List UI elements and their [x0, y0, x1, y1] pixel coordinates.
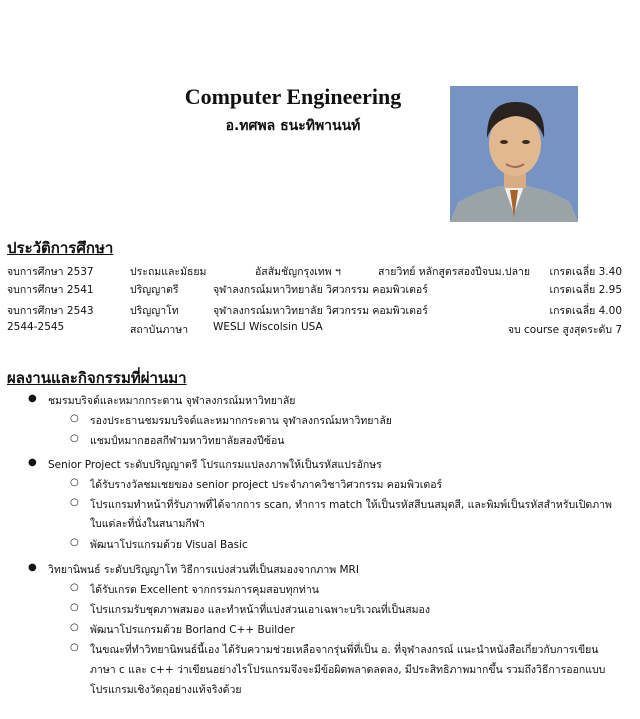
- sub-list-item: ได้รับรางวัลชมเชยของ senior project ประจำภาควิชาวิศวกรรม คอมพิวเตอร์: [90, 479, 443, 491]
- edu-gpa: เกรดเฉลี่ย 2.95: [549, 284, 622, 296]
- sub-bullet-icon: ○: [70, 642, 79, 653]
- edu-level: ปริญญาตรี: [130, 284, 179, 296]
- edu-level: ประถมและมัธยม: [130, 266, 207, 278]
- portrait-photo: [450, 86, 578, 222]
- education-heading: ประวัติการศึกษา: [7, 239, 114, 257]
- sub-bullet-icon: ○: [70, 622, 79, 633]
- works-heading: ผลงานและกิจกรรมที่ผ่านมา: [7, 369, 187, 387]
- sub-list-item: ได้รับเกรด Excellent จากกรรมการคุมสอบทุกท่าน: [90, 584, 319, 596]
- page-title: Computer Engineering: [184, 84, 402, 109]
- sub-bullet-icon: ○: [70, 477, 79, 488]
- sub-bullet-icon: ○: [70, 433, 79, 444]
- education-row: [0, 281, 640, 297]
- edu-year: จบการศึกษา 2543: [7, 305, 94, 317]
- sub-bullet-icon: ○: [70, 497, 79, 508]
- education-row: [0, 321, 640, 337]
- edu-year: 2544-2545: [7, 321, 65, 333]
- bullet-icon: ●: [28, 457, 37, 468]
- education-row: [0, 302, 640, 318]
- sub-list-item: ในขณะที่ทำวิทยานิพนธ์นี้เอง ได้รับความช่วยเหลือจากรุ่นพี่ที่เป็น อ. ที่จุฬาลงกรณ์ แนะนำหนังสือเกี่ยวกับการเขียน: [90, 644, 599, 656]
- bullet-icon: ●: [28, 393, 37, 404]
- edu-school: อัสสัมชัญกรุงเทพ ฯ: [255, 266, 341, 278]
- edu-school: จุฬาลงกรณ์มหาวิทยาลัย วิศวกรรม คอมพิวเตอร์: [213, 284, 428, 296]
- sub-list-item: โปรแกรมทำหน้าที่รับภาพที่ได้จากการ scan, ทำการ match ให้เป็นรหัสสีบนสมุดสี, และพิมพ์เป็นรหัสสำหรับเปิดภาพ: [90, 499, 612, 511]
- sub-list-item: พัฒนาโปรแกรมด้วย Borland C++ Builder: [90, 624, 295, 636]
- sub-list-item-continued: ภาษา c และ c++ ว่าเขียนอย่างไรโปรแกรมจึงจะมีข้อผิดพลาดลดลง, มีประสิทธิภาพมากขึ้น รวมถึงวิธีการออกแบบ: [90, 664, 606, 676]
- edu-level: สถาบันภาษา: [130, 324, 189, 336]
- sub-list-item: รองประธานชมรมบริจด์และหมากกระดาน จุฬาลงกรณ์มหาวิทยาลัย: [90, 415, 392, 427]
- list-item: ชมรมบริจด์และหมากกระดาน จุฬาลงกรณ์มหาวิทยาลัย: [48, 395, 296, 407]
- author-name: อ.ทศพล ธนะทิพานนท์: [225, 118, 361, 134]
- edu-level: ปริญญาโท: [130, 305, 179, 317]
- sub-list-item-continued: ใบแต่ละที่นั่งในสนามกีฬา: [90, 518, 205, 530]
- bullet-icon: ●: [28, 562, 37, 573]
- edu-school: WESLI Wiscolsin USA: [213, 321, 323, 333]
- edu-gpa: จบ course สูงสุดระดับ 7: [507, 324, 622, 336]
- edu-year: จบการศึกษา 2537: [7, 266, 94, 278]
- sub-list-item: โปรแกรมรับชุดภาพสมอง และทำหน้าที่แบ่งส่วนเอาเฉพาะบริเวณที่เป็นสมอง: [90, 604, 430, 616]
- sub-list-item: พัฒนาโปรแกรมด้วย Visual Basic: [90, 539, 248, 551]
- edu-gpa: เกรดเฉลี่ย 4.00: [549, 305, 622, 317]
- list-item: Senior Project ระดับปริญญาตรี โปรแกรมแปลงภาพให้เป็นรหัสแปรอักษร: [48, 459, 382, 471]
- sub-bullet-icon: ○: [70, 537, 79, 548]
- sub-list-item: แชมป์หมากฮอสกีฬามหาวิทยาลัยสองปีซ้อน: [90, 435, 285, 447]
- edu-school: จุฬาลงกรณ์มหาวิทยาลัย วิศวกรรม คอมพิวเตอร์: [213, 305, 428, 317]
- list-item: วิทยานิพนธ์ ระดับปริญญาโท วิธีการแบ่งส่วนที่เป็นสมองจากภาพ MRI: [48, 564, 359, 576]
- sub-bullet-icon: ○: [70, 582, 79, 593]
- sub-list-item-continued: โปรแกรมเชิงวัตถุอย่างแท้จริงด้วย: [90, 684, 242, 696]
- edu-year: จบการศึกษา 2541: [7, 284, 94, 296]
- edu-gpa: เกรดเฉลี่ย 3.40: [549, 266, 622, 278]
- sub-bullet-icon: ○: [70, 413, 79, 424]
- edu-program: สายวิทย์ หลักสูตรสองปีจบม.ปลาย: [378, 266, 531, 278]
- sub-bullet-icon: ○: [70, 602, 79, 613]
- education-row: [0, 263, 640, 279]
